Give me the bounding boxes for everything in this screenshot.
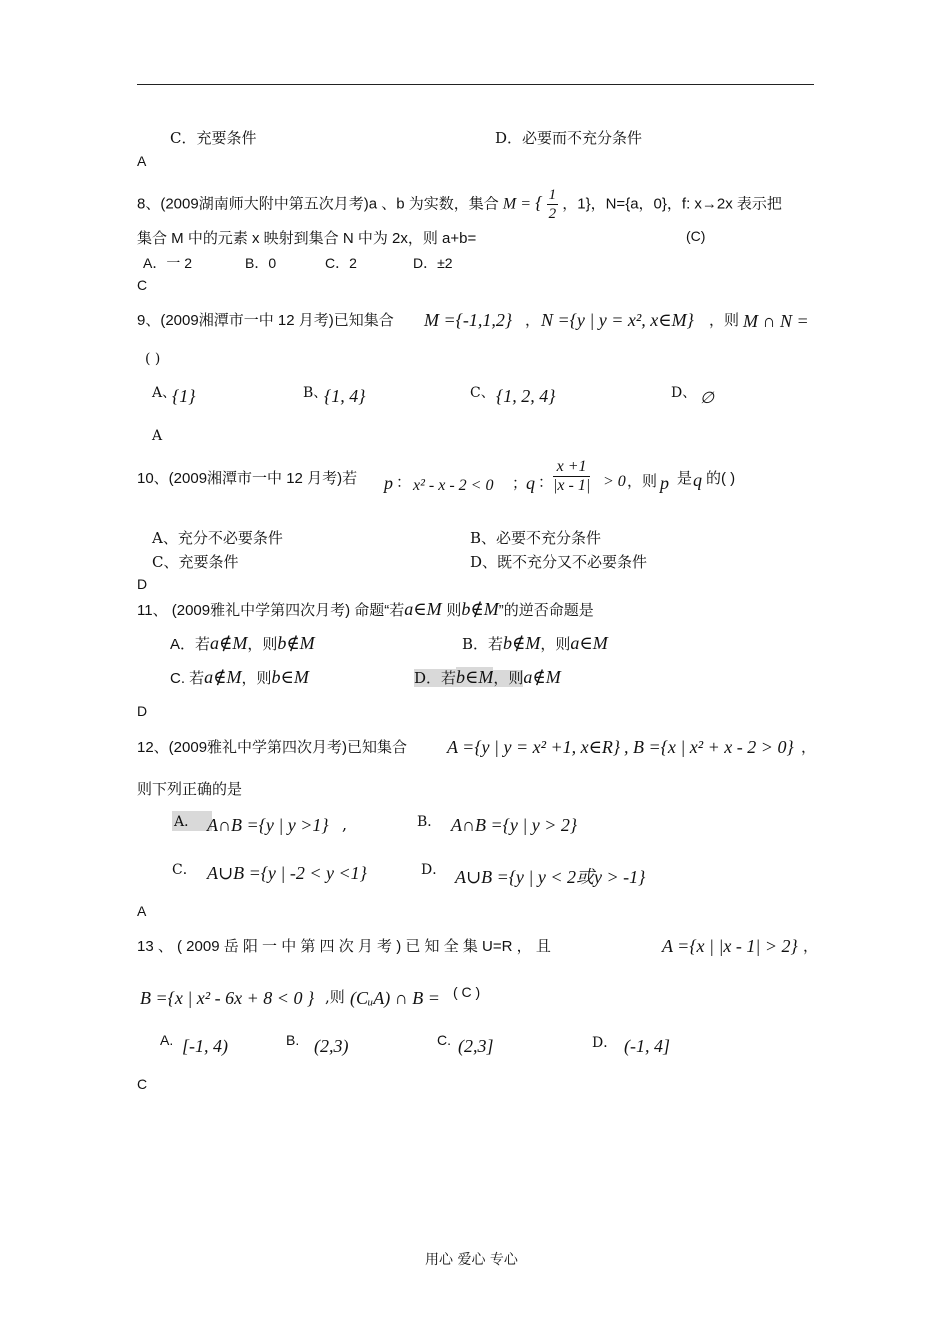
q12-option-d: A∪B ={y | y < 2或y > -1} bbox=[455, 867, 646, 887]
q10-fraction bbox=[553, 458, 590, 495]
q11-option-c bbox=[170, 667, 309, 688]
q13-then: ,则 bbox=[325, 988, 345, 1006]
q11-opt-b-mid: ，则 bbox=[540, 636, 571, 653]
q7-answer: A bbox=[137, 153, 147, 169]
q13-set-b: B ={x | x² - 6x + 8 < 0 } bbox=[140, 988, 315, 1008]
q10-option-d: D、既不充分又不必要条件 bbox=[470, 553, 648, 571]
q9-lead: 9、(2009湘潭市一中 12 月考)已知集合 bbox=[137, 312, 394, 329]
q11-opt-b-m2: a∈M bbox=[570, 633, 608, 653]
q10-q: q bbox=[526, 473, 535, 493]
q9-option-a-label: A、 bbox=[152, 385, 177, 401]
q11-tail: ”的逆否命题是 bbox=[498, 602, 594, 619]
q9-set-m: M ={-1,1,2} bbox=[424, 310, 513, 330]
q8-half-den: 2 bbox=[548, 206, 557, 222]
q11-cond2: b∉M bbox=[461, 599, 499, 619]
q11-option-d bbox=[414, 667, 561, 688]
q7-option-c: C．充要条件 bbox=[170, 129, 257, 147]
q13-answer: C bbox=[137, 1076, 148, 1092]
q8-option-d: D．±2 bbox=[413, 255, 453, 271]
q10-colon1: ： bbox=[396, 474, 412, 491]
q8-arrow: → bbox=[701, 195, 717, 213]
q10-answer: D bbox=[137, 576, 148, 592]
q11-option-b bbox=[462, 633, 608, 654]
q9-comma: ， bbox=[525, 312, 541, 329]
q11-opt-b-pre: B．若 bbox=[462, 635, 504, 653]
q9-answer: A bbox=[152, 428, 163, 444]
q10-fraction-body bbox=[553, 458, 590, 495]
q11-opt-a-mid: ，则 bbox=[247, 636, 278, 653]
q7-option-d: D．必要而不充分条件 bbox=[495, 129, 643, 147]
q11-option-a bbox=[170, 633, 315, 654]
q12-option-d-label: D． bbox=[421, 862, 447, 878]
q11-opt-d-m1: b∈M bbox=[456, 667, 494, 687]
q11-opt-d-pre: D．若 bbox=[414, 669, 457, 687]
q10-gt0: > 0 bbox=[603, 473, 626, 490]
q10-frac-num: x +1 bbox=[553, 458, 590, 477]
q13-option-a-label: A. bbox=[160, 1032, 174, 1048]
q13-set-a: A ={x | |x - 1| > 2} bbox=[662, 936, 798, 956]
q12-option-b-label: B． bbox=[417, 814, 442, 830]
q11-opt-c-mid: ，则 bbox=[241, 670, 272, 687]
q9-option-a: {1} bbox=[172, 386, 196, 406]
q11-stem bbox=[137, 599, 594, 620]
header-rule bbox=[137, 84, 814, 85]
q9-set-n: N ={y | y = x², x∈M} bbox=[541, 310, 694, 330]
q10-lead: 10、(2009湘潭市一中 12 月考)若 bbox=[137, 470, 358, 487]
q8-line2: 集合 M 中的元素 x 映射到集合 N 中为 2x，则 a+b= bbox=[137, 230, 477, 247]
q8-set-m-lhs: M = bbox=[502, 195, 532, 213]
q11-ze: 则 bbox=[446, 602, 462, 619]
q12-option-b: A∩B ={y | y > 2} bbox=[451, 815, 578, 835]
q8-option-c: C．2 bbox=[325, 255, 357, 271]
q13-option-d: (-1, 4] bbox=[624, 1036, 670, 1056]
q10-is: 是 bbox=[677, 470, 693, 487]
q8-half-num: 1 bbox=[548, 187, 557, 203]
q13-option-d-label: D． bbox=[592, 1035, 618, 1051]
q8-brace: { bbox=[535, 192, 543, 213]
page-footer: 用心 爱心 专心 bbox=[425, 1252, 518, 1268]
q12-set-b: , B ={x | x² + x - 2 > 0} bbox=[624, 737, 794, 757]
q12-line2: 则下列正确的是 bbox=[137, 781, 243, 798]
q12-lead: 12、(2009雅礼中学第四次月考)已知集合 bbox=[137, 739, 408, 756]
q11-lead: 11、 (2009雅礼中学第四次月考) 命题“若 bbox=[137, 602, 405, 619]
q13-bracket-answer: ( C ) bbox=[453, 984, 481, 1000]
q9-expr: M ∩ N = bbox=[743, 311, 809, 331]
q11-opt-c-m1: a∉M bbox=[204, 667, 242, 687]
q8-set-rest: ，1}，N={a，0}，f: x bbox=[562, 195, 702, 213]
q9-option-d-emptyset-icon: ∅ bbox=[700, 390, 714, 407]
q10-frac-den: |x - 1| bbox=[553, 477, 591, 494]
q8-option-b: B．0 bbox=[245, 255, 277, 271]
q9-option-b-label: B、 bbox=[303, 385, 328, 401]
q10-semicolon: ； bbox=[512, 475, 528, 492]
q11-opt-a-pre: A．若 bbox=[170, 636, 211, 653]
q11-opt-d-mid: ，则 bbox=[493, 670, 524, 687]
q12-set-a: A ={y | y = x² +1, x∈R} bbox=[447, 737, 621, 757]
q11-cond1: a∈M bbox=[404, 599, 442, 619]
q8-bracket-answer: (C) bbox=[686, 228, 706, 244]
q10-option-b: B、必要不充分条件 bbox=[470, 529, 602, 547]
q9-option-d-label: D、 bbox=[671, 385, 697, 401]
q13-comma: ， bbox=[803, 938, 819, 955]
q11-answer: D bbox=[137, 703, 148, 719]
q12-option-a: A∩B ={y | y >1} bbox=[207, 815, 329, 835]
q12-option-a-tail: , bbox=[342, 815, 348, 834]
q10-ineq1: x² - x - 2 < 0 bbox=[413, 477, 494, 494]
q13-option-b-label: B. bbox=[286, 1032, 300, 1048]
q13-option-c: (2,3] bbox=[458, 1036, 494, 1056]
q9-paren: ( ) bbox=[145, 351, 161, 367]
q8-lead: 8、(2009湖南师大附中第五次月考)a 、b 为实数，集合 bbox=[137, 195, 499, 213]
q11-opt-b-m1: b∉M bbox=[503, 633, 541, 653]
q9-option-b: {1, 4} bbox=[324, 386, 366, 406]
q13-option-a: [-1, 4) bbox=[182, 1036, 228, 1056]
q8-set-tail: 2x 表示把 bbox=[716, 195, 782, 213]
q12-option-c-label: C． bbox=[172, 862, 197, 878]
q12-answer: A bbox=[137, 903, 147, 919]
q13-option-b: (2,3) bbox=[314, 1036, 349, 1056]
q11-opt-c-pre: C. 若 bbox=[170, 670, 205, 687]
q10-p: p bbox=[384, 473, 393, 493]
q8-stem bbox=[137, 186, 782, 223]
q11-opt-c-m2: b∈M bbox=[271, 667, 309, 687]
q8-answer: C bbox=[137, 277, 148, 293]
q13-expr: (CᵤA) ∩ B = bbox=[350, 988, 440, 1008]
q8-option-a: A．一 2 bbox=[143, 255, 193, 271]
q10-option-c: C、充要条件 bbox=[152, 553, 239, 571]
q9-then: ，则 bbox=[709, 312, 740, 329]
q10-option-a: A、充分不必要条件 bbox=[152, 529, 283, 547]
q12-comma: ， bbox=[801, 739, 817, 756]
q9-option-c-label: C、 bbox=[470, 385, 495, 401]
q13-lead: 13 、 ( 2009 岳 阳 一 中 第 四 次 月 考 ) 已 知 全 集 U=R ， 且 bbox=[137, 938, 551, 955]
q12-option-c: A∪B ={y | -2 < y <1} bbox=[207, 863, 367, 883]
q12-option-a-label: A． bbox=[172, 811, 212, 831]
q13-option-c-label: C. bbox=[437, 1032, 451, 1048]
q10-colon2: ： bbox=[538, 474, 554, 491]
q11-opt-a-m1: a∉M bbox=[210, 633, 248, 653]
q9-option-c: {1, 2, 4} bbox=[496, 386, 556, 406]
q11-opt-d-m2: a∉M bbox=[523, 667, 561, 687]
q10-q2: q bbox=[693, 470, 702, 490]
q10-p2: p bbox=[660, 473, 669, 493]
q8-half-fraction bbox=[547, 186, 559, 223]
q10-of: 的( ) bbox=[706, 470, 736, 487]
q11-opt-a-m2: b∉M bbox=[277, 633, 315, 653]
q10-then: ，则 bbox=[627, 473, 658, 490]
